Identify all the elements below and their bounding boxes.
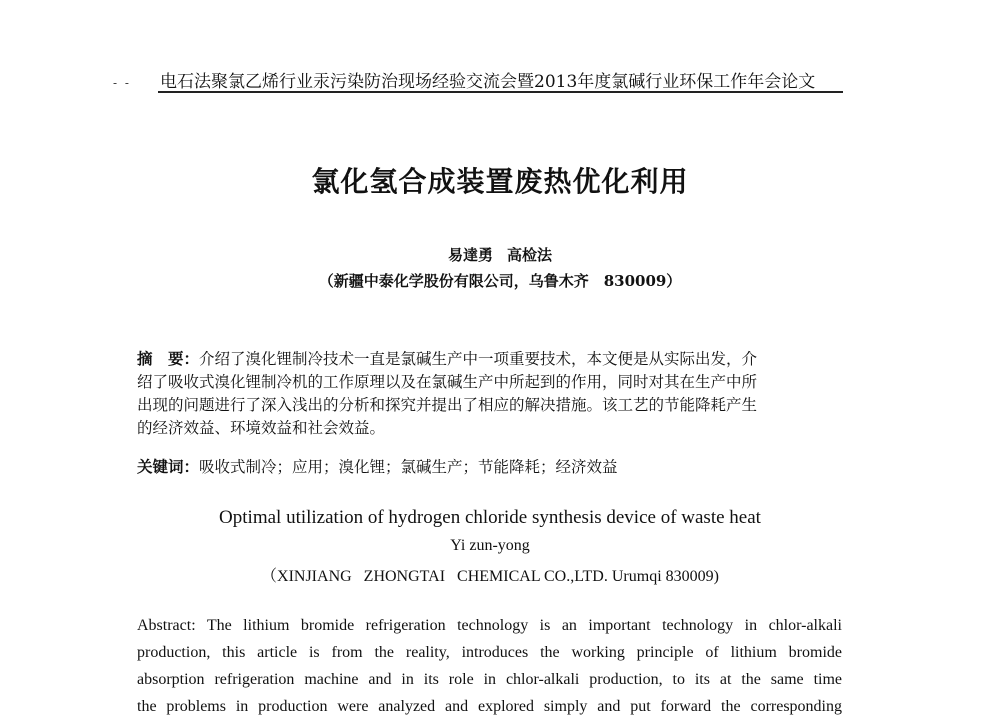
keywords-label: 关键词： <box>137 457 200 476</box>
english-author: Yi zun-yong <box>450 537 530 554</box>
english-affiliation: （XINJIANG ZHONGTAI CHEMICAL CO.,LTD. Urumqi 830009) <box>261 568 719 585</box>
abstract-english <box>137 612 842 718</box>
abstract-line: 摘 要：介绍了溴化锂制冷技术一直是氯碱生产中一项重要技术，本文便是从实际出发，介 <box>137 349 758 368</box>
abstract-label: 摘 要： <box>137 349 200 368</box>
abstract-chinese <box>137 347 842 440</box>
abstract-line: 出现的问题进行了深入浅出的分析和探究并提出了相应的解决措施。该工艺的节能降耗产生 <box>137 396 758 414</box>
keywords-chinese <box>137 455 842 479</box>
abstract-english-line: production, this article is from the reality, introduces the working principle of lithium bromide <box>137 644 842 661</box>
running-header: 电石法聚氯乙烯行业汞污染防治现场经验交流会暨2013年度氯碱行业环保工作年会论文 <box>160 72 816 92</box>
header-rule <box>158 91 843 93</box>
affiliation: （新疆中泰化学股份有限公司，乌鲁木齐 830009） <box>318 272 682 290</box>
author-name: 高检法 <box>507 246 553 264</box>
abstract-line: 绍了吸收式溴化锂制冷机的工作原理以及在氯碱生产中所起到的作用，同时对其在生产中所 <box>137 373 758 391</box>
abstract-english-line: Abstract: The lithium bromide refrigeration technology is an important technology in chlor-alkali <box>137 617 842 634</box>
abstract-line: 的经济效益、环境效益和社会效益。 <box>137 419 386 437</box>
abstract-english-line: the problems in production were analyzed and explored simply and put forward the corresponding <box>137 698 842 715</box>
paper-title: 氯化氢合成装置废热优化利用 <box>311 165 689 198</box>
header-dash: - - <box>113 76 131 90</box>
abstract-english-line: absorption refrigeration machine and in its role in chlor-alkali production, to its at the same time <box>137 671 842 688</box>
author-name: 易達勇 <box>447 246 493 264</box>
author-list <box>0 244 1000 265</box>
english-title: Optimal utilization of hydrogen chloride synthesis device of waste heat <box>219 507 761 528</box>
keywords-text: 吸收式制冷；应用；溴化锂；氯碱生产；节能降耗；经济效益 <box>199 458 618 476</box>
